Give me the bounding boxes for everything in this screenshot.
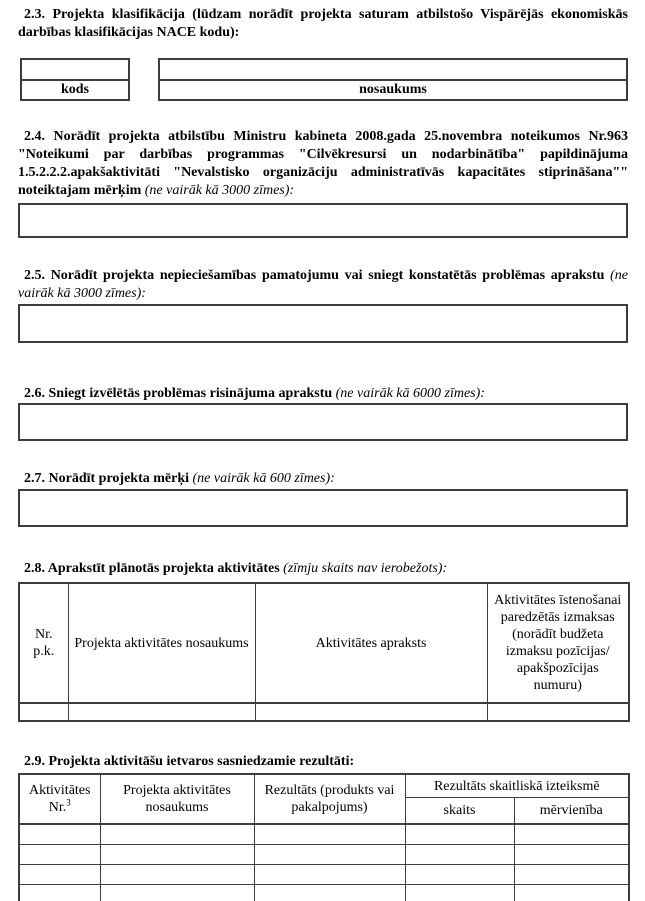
activities-table xyxy=(18,582,630,722)
results-cell[interactable] xyxy=(254,885,405,901)
activities-table-header-izmaksas: Aktivitātes īstenošanai paredzētās izmaksas (norādīt budžeta izmaksu pozīcijas/ apakšpozīcijas numuru) xyxy=(487,583,629,703)
results-cell[interactable] xyxy=(405,824,514,845)
section-2-6-heading-limit-note: (ne vairāk kā 6000 zīmes) xyxy=(332,386,481,401)
section-2-4-heading xyxy=(18,128,628,200)
section-2-5-heading-colon: : xyxy=(141,286,146,301)
results-table-header-skaits: skaits xyxy=(405,798,514,825)
section-2-4-heading-limit-note: (ne vairāk kā 3000 zīmes) xyxy=(141,183,290,198)
results-cell[interactable] xyxy=(19,885,100,901)
section-2-7-heading-limit-note: (ne vairāk kā 600 zīmes) xyxy=(189,471,331,486)
section-2-4-heading-colon: : xyxy=(289,183,295,198)
activities-row-izmaksas-cell[interactable] xyxy=(487,703,629,721)
table-row xyxy=(19,824,629,845)
nace-kods-box xyxy=(20,58,130,101)
nace-nosaukums-box xyxy=(158,58,628,101)
section-2-7-heading-text: 2.7. Norādīt projekta mērķi xyxy=(24,471,189,486)
activities-row-nosaukums-cell[interactable] xyxy=(68,703,255,721)
results-table xyxy=(18,773,630,901)
results-cell[interactable] xyxy=(254,865,405,885)
section-2-6-heading-text: 2.6. Sniegt izvēlētās problēmas risinājuma aprakstu xyxy=(24,386,333,401)
section-2-4-input[interactable] xyxy=(18,203,628,238)
section-2-8-heading-limit-note: (zīmju skaits nav ierobežots) xyxy=(279,561,443,576)
section-2-7-heading xyxy=(18,470,628,488)
activities-table-header-nosaukums: Projekta aktivitātes nosaukums xyxy=(68,583,255,703)
results-cell[interactable] xyxy=(514,885,629,901)
results-table-header-aktivitates-nr: Aktivitātes Nr.$^3$ xyxy=(19,774,100,824)
section-2-5-heading-limit-note: (ne vairāk kā 3000 zīmes) xyxy=(18,268,628,301)
table-row xyxy=(19,885,629,901)
results-cell[interactable] xyxy=(514,845,629,865)
section-2-5-heading-text: 2.5. Norādīt projekta nepieciešamības pamatojumu vai sniegt konstatētās problēmas aprakstu xyxy=(24,268,605,283)
nace-code-tables xyxy=(20,58,628,101)
section-2-5-heading xyxy=(18,267,628,303)
section-2-8-heading-colon: : xyxy=(442,561,448,576)
section-2-9-heading-text: 2.9. Projekta aktivitāšu ietvaros sasniedzamie rezultāti: xyxy=(24,754,355,769)
section-2-3-heading-text: 2.3. Projekta klasifikācija (lūdzam norādīt projekta saturam atbilstošo Vispārējās ekonomiskās darbības klasifikācijas NACE kodu): xyxy=(18,7,628,40)
activities-table-header-nr: Nr. p.k. xyxy=(19,583,68,703)
results-table-header-skaitliska-izteiksme: Rezultāts skaitliskā izteiksmē xyxy=(405,774,629,798)
results-cell[interactable] xyxy=(100,885,254,901)
section-2-9-heading xyxy=(18,753,628,771)
section-2-7-heading-colon: : xyxy=(330,471,335,486)
section-2-5-input[interactable] xyxy=(18,304,628,343)
results-table-header-mervieniba: mērvienība xyxy=(514,798,629,825)
results-table-header-rezultats: Rezultāts (produkts vai pakalpojums) xyxy=(254,774,405,824)
table-row xyxy=(19,865,629,885)
table-row xyxy=(19,703,629,721)
results-cell[interactable] xyxy=(100,865,254,885)
results-cell[interactable] xyxy=(514,824,629,845)
results-cell[interactable] xyxy=(254,845,405,865)
nace-kods-label: kods xyxy=(60,82,90,97)
section-2-6-heading-colon: : xyxy=(480,386,485,401)
section-2-8-heading-text: 2.8. Aprakstīt plānotās projekta aktivitātes xyxy=(24,561,280,576)
section-2-8-heading xyxy=(18,560,628,578)
results-cell[interactable] xyxy=(405,845,514,865)
results-cell[interactable] xyxy=(100,824,254,845)
section-2-7-input[interactable] xyxy=(18,489,628,527)
activities-table-header-apraksts: Aktivitātes apraksts xyxy=(255,583,487,703)
results-table-header-nosaukums: Projekta aktivitātes nosaukums xyxy=(100,774,254,824)
results-cell[interactable] xyxy=(405,885,514,901)
results-cell[interactable] xyxy=(514,865,629,885)
results-cell[interactable] xyxy=(19,824,100,845)
section-2-3-heading xyxy=(18,6,628,42)
nace-kods-input[interactable] xyxy=(22,60,128,81)
section-2-6-input[interactable] xyxy=(18,403,628,441)
section-2-4-heading-text: 2.4. Norādīt projekta atbilstību Ministru kabineta 2008.gada 25.novembra noteikumos Nr.963 "Noteikumi par darbības programmas "Cilvēkresursi un nodarbinātība" papildinājuma 1.5.2.2.2.apakšaktivitāti "Nevalstisko organizāciju administratīvās kapacitātes stiprināšana"" noteiktajam mērķim xyxy=(18,129,628,198)
table-row xyxy=(19,845,629,865)
results-cell[interactable] xyxy=(405,865,514,885)
section-2-6-heading xyxy=(18,385,628,403)
nace-nosaukums-input[interactable] xyxy=(160,60,626,81)
activities-row-nr-cell[interactable] xyxy=(19,703,68,721)
results-cell[interactable] xyxy=(19,865,100,885)
results-cell[interactable] xyxy=(100,845,254,865)
footnote-marker: 3 xyxy=(66,797,71,808)
activities-row-apraksts-cell[interactable] xyxy=(255,703,487,721)
results-cell[interactable] xyxy=(254,824,405,845)
results-cell[interactable] xyxy=(19,845,100,865)
nace-nosaukums-label: nosaukums xyxy=(359,82,427,97)
